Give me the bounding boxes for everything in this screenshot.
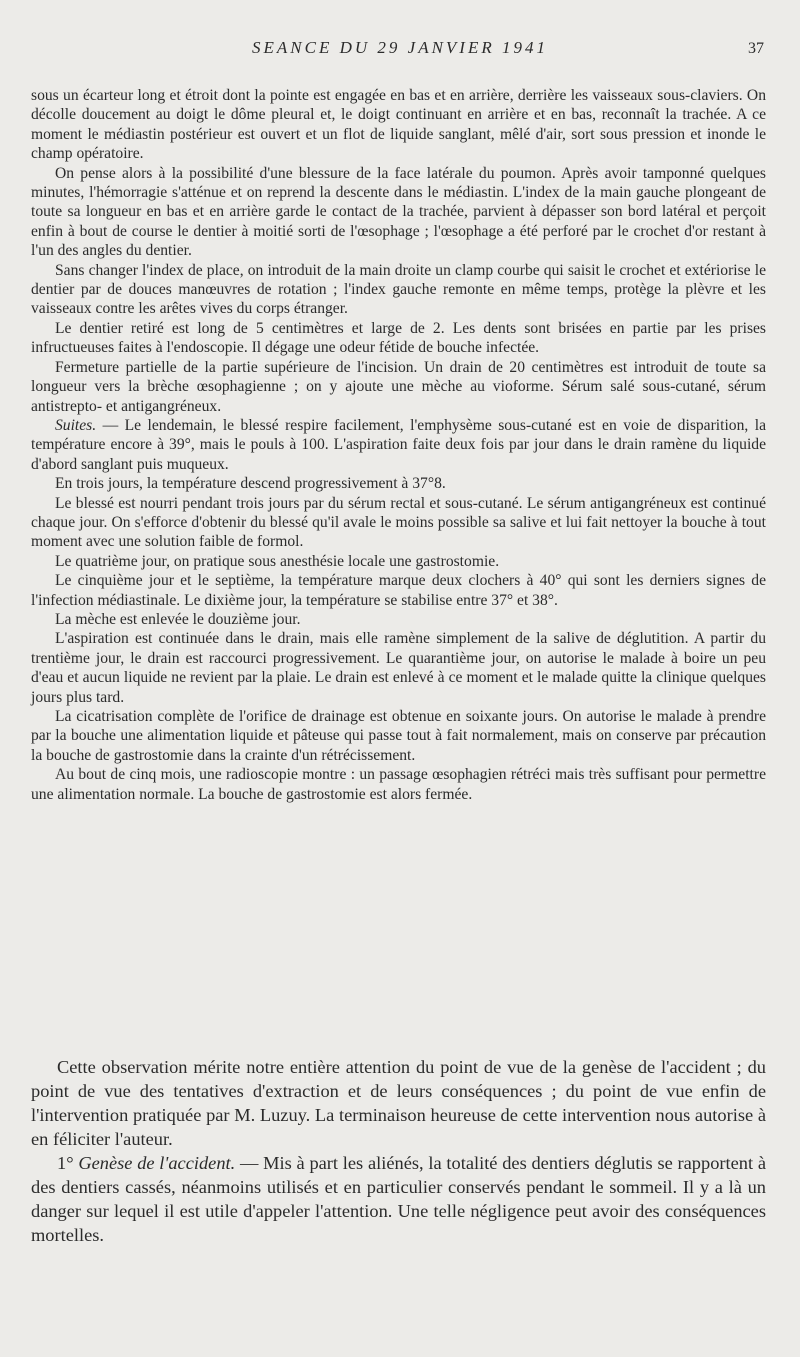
paragraph: On pense alors à la possibilité d'une blessure de la face latérale du poumon. Après avoir tamponné quelques minutes, l'hémorragie s'atténue et on reprend la descente dans le médiastin. L'index de la main gauche plongeant de toute sa longueur en bas et en arrière garde le contact de la trachée, parvient à dépasser son bord latéral et perçoit enfin à bout de course le dentier à moitié sorti de l'œsophage ; l'œsophage a été perforé par le crochet d'or restant à l'un des angles du dentier. [31, 164, 766, 260]
paragraph: Le dentier retiré est long de 5 centimètres et large de 2. Les dents sont brisées en partie par les prises infructueuses faites à l'endoscopie. Il dégage une odeur fétide de bouche infectée. [31, 319, 766, 357]
commentary-text [31, 1055, 766, 1247]
paragraph-suites [31, 416, 766, 474]
paragraph: Fermeture partielle de la partie supérieure de l'incision. Un drain de 20 centimètres est introduit de toute sa longueur vers la brèche œsophagienne ; on y ajoute une mèche au vioforme. Sérum salé sous-cutané, sérum antistrepto- et antigangréneux. [31, 358, 766, 415]
paragraph: Au bout de cinq mois, une radioscopie montre : un passage œsophagien rétréci mais très suffisant pour permettre une alimentation normale. La bouche de gastrostomie est alors fermée. [31, 766, 766, 803]
paragraph-genese [31, 1151, 766, 1247]
genese-number: 1° [57, 1153, 74, 1173]
page-number: 37 [748, 40, 764, 57]
page-header [30, 38, 770, 62]
paragraph: En trois jours, la température descend progressivement à 37°8. [55, 475, 446, 493]
paragraph: La cicatrisation complète de l'orifice de drainage est obtenue en soixante jours. On autorise le malade à prendre par la bouche une alimentation liquide et pâteuse qui passe tout à fait normalement, mais on conserve par précaution la bouche de gastrostomie dans la crainte d'un rétrécissement. [31, 708, 766, 764]
suites-label: Suites. [55, 416, 97, 434]
observation-text [31, 86, 766, 804]
paragraph: Sans changer l'index de place, on introduit de la main droite un clamp courbe qui saisit le crochet et extériorise le dentier par de douces manœuvres de rotation ; l'index gauche remonte en même temps, protège la plèvre et les vaisseaux contre les arêtes vives du corps étranger. [31, 261, 766, 318]
paragraph: sous un écarteur long et étroit dont la pointe est engagée en bas et en arrière, derrière les vaisseaux sous-claviers. On décolle doucement au doigt le dôme pleural et, le doigt continuant en arrière et en bas, reconnaît la trachée. A ce moment le médiastin postérieur est ouvert et un flot de liquide sanglant, mêlé d'air, sort sous pression et inonde le champ opératoire. [31, 87, 766, 163]
paragraph: Le quatrième jour, on pratique sous anesthésie locale une gastrostomie. [55, 552, 500, 570]
paragraph: Le blessé est nourri pendant trois jours par du sérum rectal et sous-cutané. Le sérum antigangréneux est continué chaque jour. On s'efforce d'obtenir du blessé qu'il avale le moins possible sa salive et lui fait nettoyer la bouche à tout moment avec une solution faible de formol. [31, 494, 766, 551]
genese-label: Genèse de l'accident. [78, 1153, 236, 1173]
paragraph: La mèche est enlevée le douzième jour. [55, 610, 301, 628]
paragraph: Cette observation mérite notre entière attention du point de vue de la genèse de l'accident ; du point de vue des tentatives d'extraction et de leurs conséquences ; du point de vue enfin de l'intervention pratiquée par M. Luzuy. La terminaison heureuse de cette intervention nous autorise à en féliciter l'auteur. [31, 1057, 766, 1149]
running-title: SEANCE DU 29 JANVIER 1941 [252, 38, 548, 57]
paragraph: Le cinquième jour et le septième, la température marque deux clochers à 40° qui sont les derniers signes de l'infection médiastinale. Le dixième jour, la température se stabilise entre 37° et 38°. [31, 572, 766, 609]
suites-text: — Le lendemain, le blessé respire facilement, l'emphysème sous-cutané est en voie de disparition, la température encore à 39°, mais le pouls à 100. L'aspiration faite deux fois par jour dans le drain ramène du liquide d'abord sanglant puis muqueux. [31, 416, 766, 473]
genese-text: — Mis à part les aliénés, la totalité des dentiers déglutis se rapportent à des dentiers cassés, néanmoins utilisés et en particulier conservés pendant le sommeil. Il y a là un danger sur lequel il est utile d'appeler l'attention. Une telle négligence peut avoir des conséquences mortelles. [31, 1153, 767, 1245]
paragraph: L'aspiration est continuée dans le drain, mais elle ramène simplement de la salive de déglutition. A partir du trentième jour, le drain est raccourci progressivement. Le quarantième jour, on autorise le malade à boire un peu d'eau et aucun liquide ne revient par la plaie. Le drain est enlevé à ce moment et le malade quitte la clinique quelques jours plus tard. [31, 630, 766, 706]
